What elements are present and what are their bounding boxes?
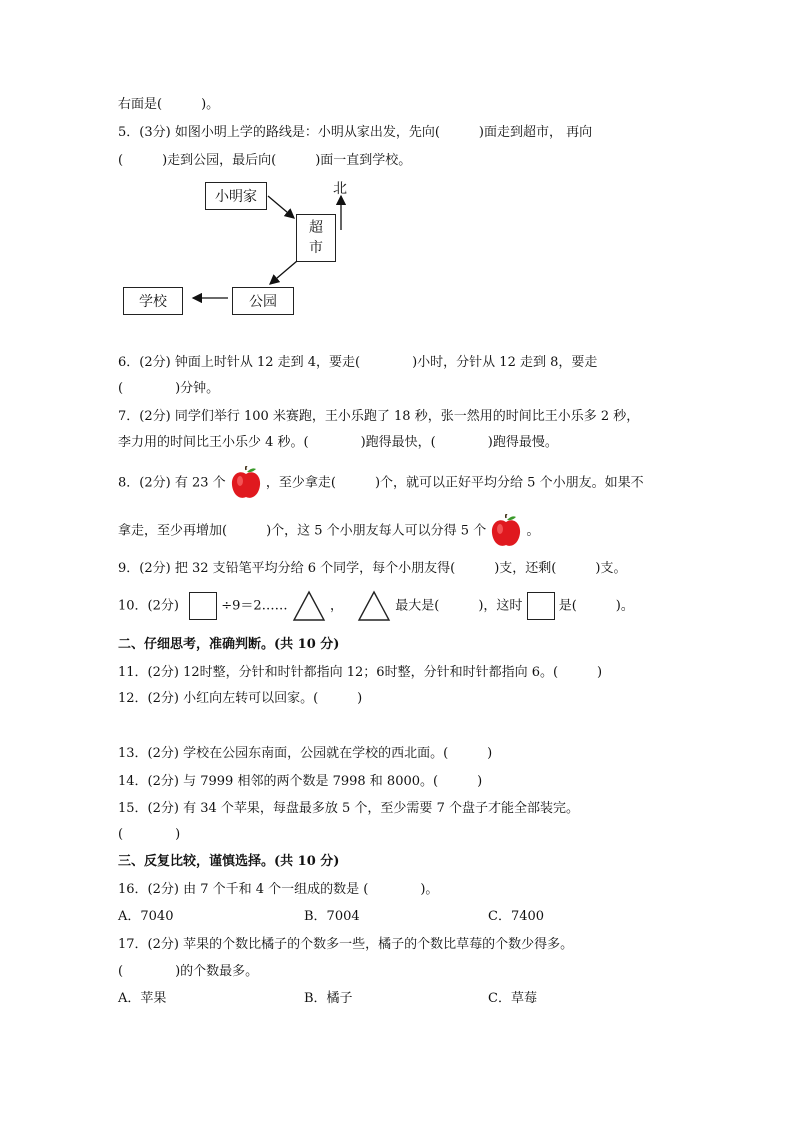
section2-heading: 二、仔细思考，准确判断。(共 10 分) (118, 637, 340, 652)
apple-icon (230, 466, 262, 500)
q5-line1: 5．(3分) 如图小明上学的路线是：小明从家出发，先向( )面走到超市， 再向 (118, 125, 593, 140)
q16-option-c: C．7400 (488, 909, 545, 924)
market-label-top: 超 (309, 220, 323, 236)
arrow-market-to-park (270, 261, 297, 284)
market-label-bottom: 市 (309, 240, 323, 256)
q6-line1: 6．(2分) 钟面上时针从 12 走到 4，要走( )小时，分针从 12 走到 8，要走 (118, 355, 598, 370)
q12: 12．(2分) 小红向左转可以回家。( ) (118, 691, 363, 706)
q8-part-d: 。 (526, 523, 540, 539)
school-box: 学校 (123, 287, 183, 315)
section3-heading: 三、反复比较，谨慎选择。(共 10 分) (118, 854, 340, 869)
q14: 14．(2分) 与 7999 相邻的两个数是 7998 和 8000。( ) (118, 774, 483, 789)
q16-stem: 16．(2分) 由 7 个千和 4 个一组成的数是 ( )。 (118, 882, 439, 897)
q16-option-b: B．7004 (304, 909, 360, 924)
north-label: 北 (333, 181, 347, 197)
q17-line2: ( )的个数最多。 (118, 964, 259, 979)
q10-end: 是( )。 (558, 598, 634, 614)
q11: 11．(2分) 12时整，分针和时针都指向 12；6时整，分针和时针都指向 6。( ) (118, 665, 603, 680)
route-arrows (0, 0, 794, 340)
apple-icon (490, 514, 522, 548)
triangle-blank-icon (357, 590, 391, 622)
q10-comma: ， (329, 598, 343, 614)
q17-option-b: B．橘子 (304, 991, 353, 1006)
home-box: 小明家 (205, 182, 267, 210)
q16-option-a: A．7040 (118, 909, 174, 924)
q15-line2: ( ) (118, 827, 181, 842)
q5-line2: ( )走到公园，最后向( )面一直到学校。 (118, 153, 412, 168)
q8-part-b: ，至少拿走( )个，就可以正好平均分给 5 个小朋友。如果不 (265, 475, 644, 491)
square-blank-icon (189, 592, 217, 620)
q8-part-a: 8．(2分) 有 23 个 (118, 475, 226, 491)
q17-line1: 17．(2分) 苹果的个数比橘子的个数多一些，橘子的个数比草莓的个数少得多。 (118, 937, 574, 952)
q10 (118, 590, 634, 623)
q10-division: ÷9＝2…… (221, 598, 288, 614)
arrow-home-to-market (268, 196, 294, 218)
triangle-blank-icon (292, 590, 326, 622)
q6-line2: ( )分钟。 (118, 381, 220, 396)
q8-line1 (118, 466, 644, 501)
q8-part-c: 拿走，至少再增加( )个，这 5 个小朋友每人可以分得 5 个 (118, 523, 487, 539)
q17-option-c: C．草莓 (488, 991, 537, 1006)
park-box: 公园 (232, 287, 294, 315)
q4-tail: 右面是( )。 (118, 97, 220, 112)
q9: 9．(2分) 把 32 支铅笔平均分给 6 个同学，每个小朋友得( )支，还剩( )支。 (118, 561, 627, 576)
q17-option-a: A．苹果 (118, 991, 167, 1006)
q15-line1: 15．(2分) 有 34 个苹果，每盘最多放 5 个，至少需要 7 个盘子才能全部装完。 (118, 801, 579, 816)
q7-line1: 7．(2分) 同学们举行 100 米赛跑，王小乐跑了 18 秒，张一然用的时间比王小乐多 2 秒， (118, 409, 640, 424)
q10-max: 最大是( )，这时 (395, 598, 523, 614)
q10-label: 10．(2分) (118, 598, 179, 614)
q7-line2: 李力用的时间比王小乐少 4 秒。( )跑得最快，( )跑得最慢。 (118, 435, 558, 450)
q8-line2 (118, 514, 540, 549)
square-blank-icon (527, 592, 555, 620)
q13: 13．(2分) 学校在公园东南面，公园就在学校的西北面。( ) (118, 746, 493, 761)
